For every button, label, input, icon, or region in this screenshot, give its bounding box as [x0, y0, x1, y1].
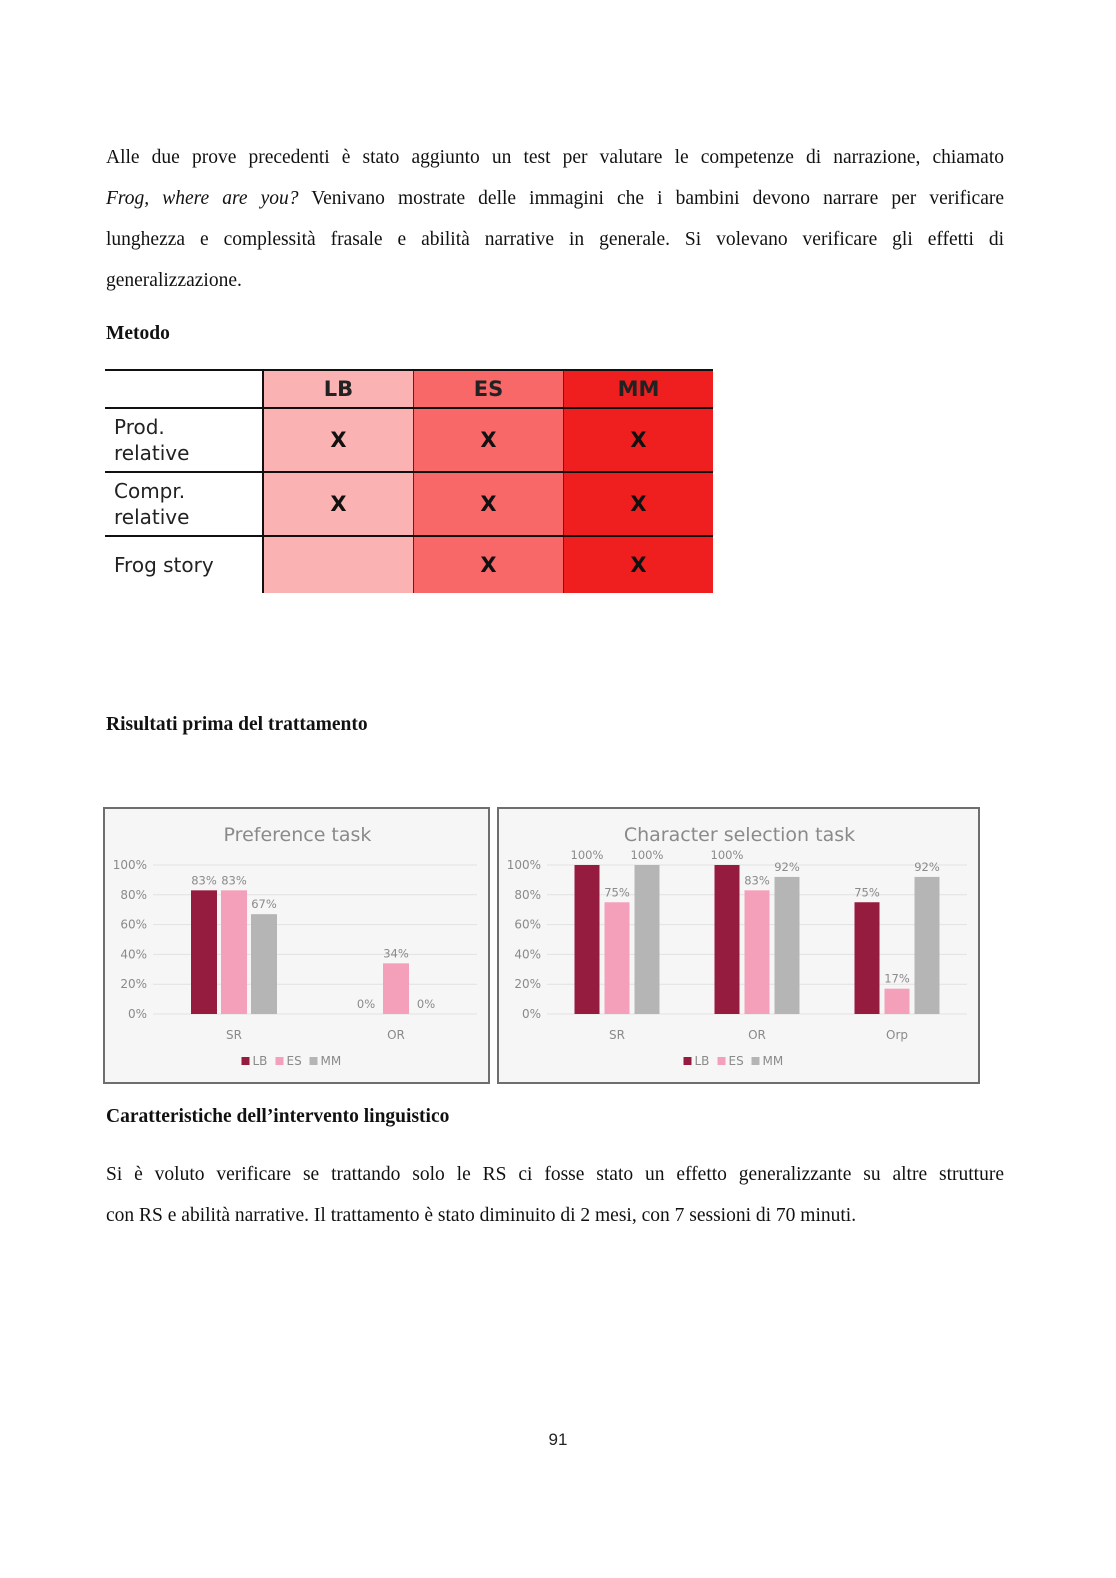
- row-label-line: Frog story: [114, 553, 214, 577]
- intro-line: lunghezza e complessità frasale e abilità narrative in generale. Si volevano verificare gli effetti di: [106, 229, 1004, 250]
- x-category-label: Orp: [886, 1028, 908, 1042]
- data-label: 75%: [604, 885, 630, 900]
- y-tick-label: 80%: [120, 887, 147, 902]
- character-selection-chart: [497, 807, 980, 1084]
- table-corner-cell: [105, 370, 263, 408]
- results-heading: Risultati prima del trattamento: [106, 714, 368, 735]
- row-label: [105, 408, 263, 472]
- cell-mark: X: [263, 408, 414, 472]
- legend-label: LB: [694, 1054, 710, 1068]
- cell-mark: X: [263, 472, 414, 536]
- bar-lb-sr: [191, 890, 217, 1014]
- data-label: 100%: [570, 848, 604, 862]
- legend-label: ES: [728, 1054, 744, 1068]
- y-tick-label: 80%: [514, 887, 541, 902]
- method-table: [105, 369, 713, 593]
- y-tick-label: 40%: [120, 947, 147, 962]
- intervention-line: Si è voluto verificare se trattando solo le RS ci fosse stato un effetto generalizzante su altre strutture: [106, 1164, 1004, 1185]
- bar-lb-sr: [575, 865, 600, 1014]
- column-header-lb: LB: [263, 370, 414, 408]
- x-category-label: SR: [226, 1028, 242, 1042]
- legend-swatch-mm: [752, 1057, 760, 1065]
- intro-line: [106, 178, 1004, 219]
- data-label: 83%: [191, 873, 217, 888]
- cell-mark: X: [564, 536, 714, 593]
- legend-swatch-es: [718, 1057, 726, 1065]
- data-label: 0%: [356, 997, 376, 1011]
- row-label-line: relative: [114, 441, 190, 465]
- table-row: [105, 472, 713, 536]
- legend-label: MM: [762, 1054, 784, 1068]
- chart-title: Character selection task: [623, 824, 856, 846]
- bar-es-sr: [221, 890, 247, 1014]
- row-label-line: relative: [114, 505, 190, 529]
- method-heading: Metodo: [106, 323, 170, 344]
- row-label-line: Prod.: [114, 415, 165, 439]
- bar-mm-sr: [251, 914, 277, 1014]
- y-tick-label: 100%: [506, 858, 541, 872]
- cell-mark: X: [564, 472, 714, 536]
- page-number: 91: [548, 1430, 568, 1449]
- table-row: [105, 536, 713, 593]
- y-tick-label: 0%: [521, 1007, 541, 1021]
- preference-task-chart: [103, 807, 490, 1084]
- bar-lb-or: [715, 865, 740, 1014]
- row-label: [105, 472, 263, 536]
- bar-es-sr: [605, 902, 630, 1014]
- y-tick-label: 0%: [127, 1007, 147, 1021]
- intervention-heading: Caratteristiche dell’intervento linguistico: [106, 1106, 450, 1127]
- bar-mm-or: [775, 877, 800, 1014]
- legend-label: MM: [320, 1054, 342, 1068]
- legend-label: LB: [252, 1054, 268, 1068]
- row-label: [105, 536, 263, 593]
- bar-mm-sr: [635, 865, 660, 1014]
- data-label: 83%: [744, 873, 770, 888]
- row-label-line: Compr.: [114, 479, 186, 503]
- bar-es-or: [383, 963, 409, 1014]
- intro-line: generalizzazione.: [106, 270, 242, 291]
- data-label: 75%: [854, 885, 880, 900]
- x-category-label: SR: [609, 1028, 625, 1042]
- cell-mark: X: [414, 408, 564, 472]
- y-tick-label: 40%: [514, 947, 541, 962]
- bar-mm-orp: [915, 877, 940, 1014]
- legend-swatch-lb: [684, 1057, 692, 1065]
- legend-swatch-mm: [310, 1057, 318, 1065]
- bar-es-orp: [885, 989, 910, 1014]
- y-tick-label: 60%: [120, 917, 147, 932]
- bar-es-or: [745, 890, 770, 1014]
- cell-mark: X: [414, 472, 564, 536]
- cell-mark: X: [564, 408, 714, 472]
- data-label: 92%: [914, 859, 940, 874]
- y-tick-label: 100%: [112, 858, 147, 872]
- data-label: 34%: [383, 946, 409, 961]
- column-header-mm: MM: [564, 370, 714, 408]
- y-tick-label: 20%: [120, 977, 147, 992]
- intervention-paragraph: [106, 1154, 1004, 1236]
- bar-lb-orp: [855, 902, 880, 1014]
- frog-title: Frog, where are you?: [106, 188, 299, 209]
- data-label: 83%: [221, 873, 247, 888]
- intro-paragraph: [106, 137, 1004, 301]
- data-label: 17%: [884, 971, 910, 986]
- data-label: 92%: [774, 859, 800, 874]
- data-label: 0%: [416, 997, 436, 1011]
- table-row: [105, 408, 713, 472]
- intervention-line: con RS e abilità narrative. Il trattamento è stato diminuito di 2 mesi, con 7 sessioni di 70 minuti.: [106, 1205, 857, 1226]
- y-tick-label: 20%: [514, 977, 541, 992]
- preference-task-svg: [105, 809, 490, 1084]
- data-label: 100%: [710, 848, 744, 862]
- x-category-label: OR: [387, 1028, 405, 1042]
- y-tick-label: 60%: [514, 917, 541, 932]
- data-label: 100%: [630, 848, 664, 862]
- column-header-es: ES: [414, 370, 564, 408]
- table-header-row: [105, 370, 713, 408]
- cell-mark: X: [414, 536, 564, 593]
- legend-label: ES: [286, 1054, 302, 1068]
- legend-swatch-es: [276, 1057, 284, 1065]
- cell-mark: [263, 536, 414, 593]
- data-label: 67%: [251, 897, 277, 912]
- legend-swatch-lb: [242, 1057, 250, 1065]
- character-selection-svg: [499, 809, 980, 1084]
- intro-line-text: Venivano mostrate delle immagini che i bambini devono narrare per verificare: [298, 188, 1005, 209]
- x-category-label: OR: [748, 1028, 766, 1042]
- chart-title: Preference task: [223, 824, 372, 846]
- intro-line: Alle due prove precedenti è stato aggiunto un test per valutare le competenze di narrazione, chiamato: [106, 147, 1004, 168]
